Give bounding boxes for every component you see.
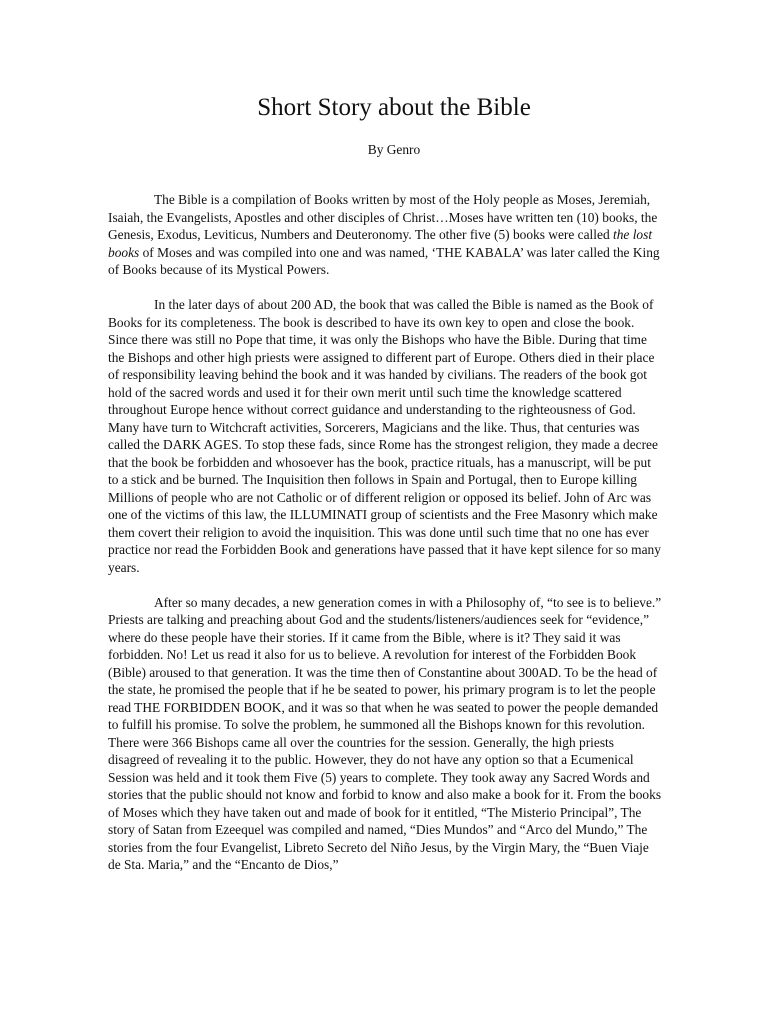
document-title: Short Story about the Bible [257,94,531,121]
document-body [108,191,664,891]
paragraph-1-text-a: The Bible is a compilation of Books written by most of the Holy people as Moses, Jeremiah, Isaiah, the Evangelists, Apostles and other disciples of Christ…Moses have written ten (10) books, the Genesis, Exodus, Leviticus, Numbers and Deuteronomy. The other five (5) books were called [108,192,658,242]
document-byline: By Genro [367,142,421,157]
paragraph-2: In the later days of about 200 AD, the book that was called the Bible is named as the Book of Books for its completeness. The book is described to have its own key to open and close the book. Since there was still no Pope that time, it was only the Bishops who have the Bible. During that time the Bishops and other high priests were assigned to different part of Europe. Others died in their place of responsibility leaving behind the book and it was handed by civilians. The readers of the book got hold of the sacred words and used it for their own merit until such time the knowledge scattered throughout Europe hence without correct guidance and understanding to the righteousness of God. Many have turn to Witchcraft activities, Sorcerers, Magicians and the like. Thus, that centuries was called the DARK AGES. To stop these fads, since Rome has the strongest religion, they made a decree that the book be forbidden and whosoever has the book, practice rituals, has a manuscript, will be put to a stick and be burned. The Inquisition then follows in Spain and Portugal, then to Europe killing Millions of people who are not Catholic or of different religion or opposed its belief. John of Arc was one of the victims of this law, the ILLUMINATI group of scientists and the Free Masonry which make them covert their religion to avoid the inquisition. This was done until such time that no one has ever practice nor read the Forbidden Book and generations have passed that it have kept silence for so many years. [108,297,661,575]
paragraph-1 [108,191,664,279]
paragraph-3: After so many decades, a new generation comes in with a Philosophy of, “to see is to believe.” Priests are talking and preaching about God and the students/listeners/audiences seek for “evidence,” where do these people have their stories. If it came from the Bible, where is it? They said it was forbidden. No! Let us read it also for us to believe. A revolution for interest of the Forbidden Book (Bible) aroused to that generation. It was the time then of Constantine about 300AD. To be the head of the state, he promised the people that if he be seated to power, his primary program is to let the people read THE FORBIDDEN BOOK, and it was so that when he was seated to power the people demanded to fulfill his promise. To solve the problem, he summoned all the Bishops known for this revolution. There were 366 Bishops came all over the countries for the session. Generally, the high priests disagreed of revealing it to the public. However, they do not have any option so that a Ecumenical Session was held and it took them Five (5) years to complete. They took away any Sacred Words and stories that the public should not know and forbid to know and also make a book for it. From the books of Moses which they have taken out and made of book for it entitled, “The Misterio Principal”, The story of Satan from Ezeequel was compiled and named, “Dies Mundos” and “Arco del Mundo,” The stories from the four Evangelist, Libreto Secreto del Niño Jesus, by the Virgin Mary, the “Buen Viaje de Sta. Maria,” and the “Encanto de Dios,” [108,594,662,872]
paragraph-1-italic: the lost books [108,227,653,260]
paragraph-1-text-b: of Moses and was compiled into one and was named, ‘THE KABALA’ was later called the King of Books because of its Mystical Powers. [108,244,660,277]
